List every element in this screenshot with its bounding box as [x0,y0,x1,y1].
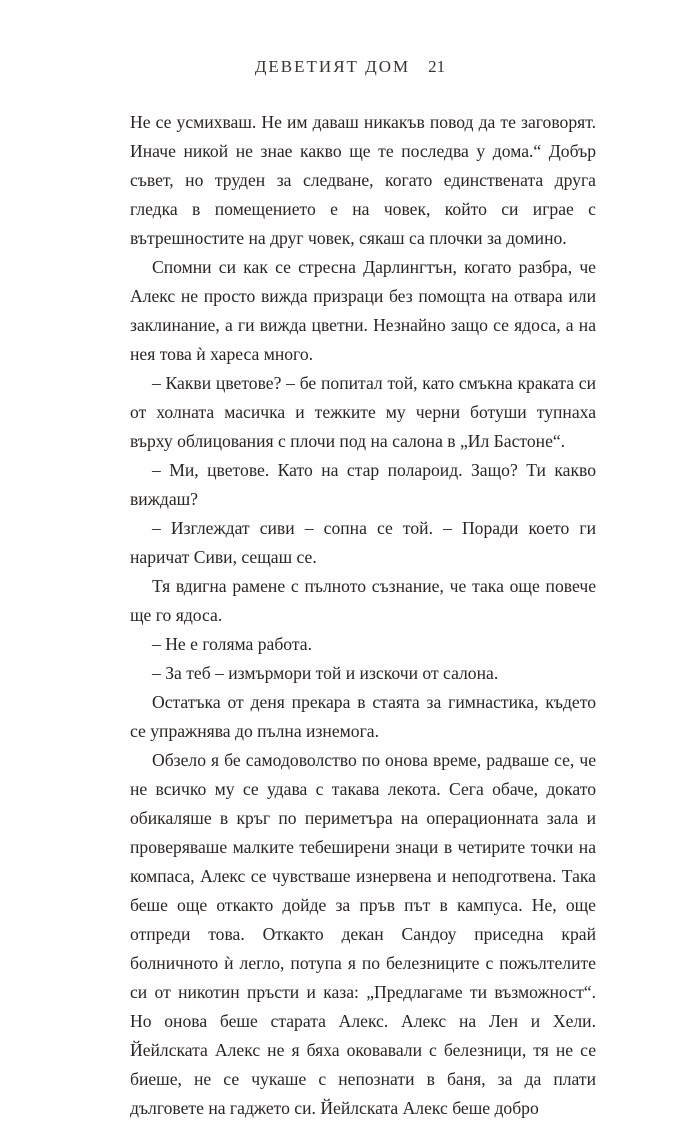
paragraph: – Не е голяма работа. [152,634,312,654]
paragraph: Спомни си как се стресна Дарлингтън, когато разбра, че Алекс не просто вижда призраци без помощта на отвара или заклинание, а ги вижда цветни. Незнайно защо се ядоса, а на нея това ѝ хареса много. [130,257,596,364]
paragraph: – Какви цветове? – бе попитал той, като смъкна краката си от холната масичка и тежките му черни ботуши тупнаха върху облицования с плочи под на салона в „Ил Бастоне“. [130,373,596,451]
body-text [130,108,596,1123]
paragraph: – За теб – измърмори той и изскочи от салона. [152,663,499,683]
paragraph: – Ми, цветове. Като на стар полароид. Защо? Ти какво виждаш? [130,460,596,509]
running-header [0,57,700,77]
paragraph: – Изглеждат сиви – сопна се той. – Поради което ги наричат Сиви, сещаш се. [130,518,596,567]
book-title: ДЕВЕТИЯТ ДОМ [254,57,411,76]
page-number: 21 [428,57,446,76]
paragraph: Тя вдигна рамене с пълното съзнание, че така още повече ще го ядоса. [130,576,596,625]
paragraph: Не се усмихваш. Не им даваш никакъв повод да те заговорят. Иначе никой не знае какво ще те последва у дома.“ Добър съвет, но труден за следване, когато единствената друга гледка в помещението е на човек, който си играе с вътрешностите на друг човек, сякаш са плочки за домино. [130,112,596,248]
paragraph: Остатъка от деня прекара в стаята за гимнастика, където се упражнява до пълна изнемога. [130,692,596,741]
paragraph: Обзело я бе самодоволство по онова време, радваше се, че не всичко му се удава с такава лекота. Сега обаче, докато обикаляше в кръг по периметъра на операционната зала и проверяваше малките тебеширени знаци в четирите точки на компаса, Алекс се чувстваше изнервена и неподготвена. Така беше още откакто дойде за пръв път в кампуса. Не, още отпреди това. Откакто декан Сандоу приседна край болничното ѝ легло, потупа я по белезниците с пожълтелите си от никотин пръсти и каза: „Предлагаме ти възможност“. Но онова беше старата Алекс. Алекс на Лен и Хели. Йейлската Алекс не я бяха оковавали с белезници, тя не се биеше, не се чукаше с непознати в баня, за да плати дълговете на гаджето си. Йейлската Алекс беше добро [130,750,596,1118]
